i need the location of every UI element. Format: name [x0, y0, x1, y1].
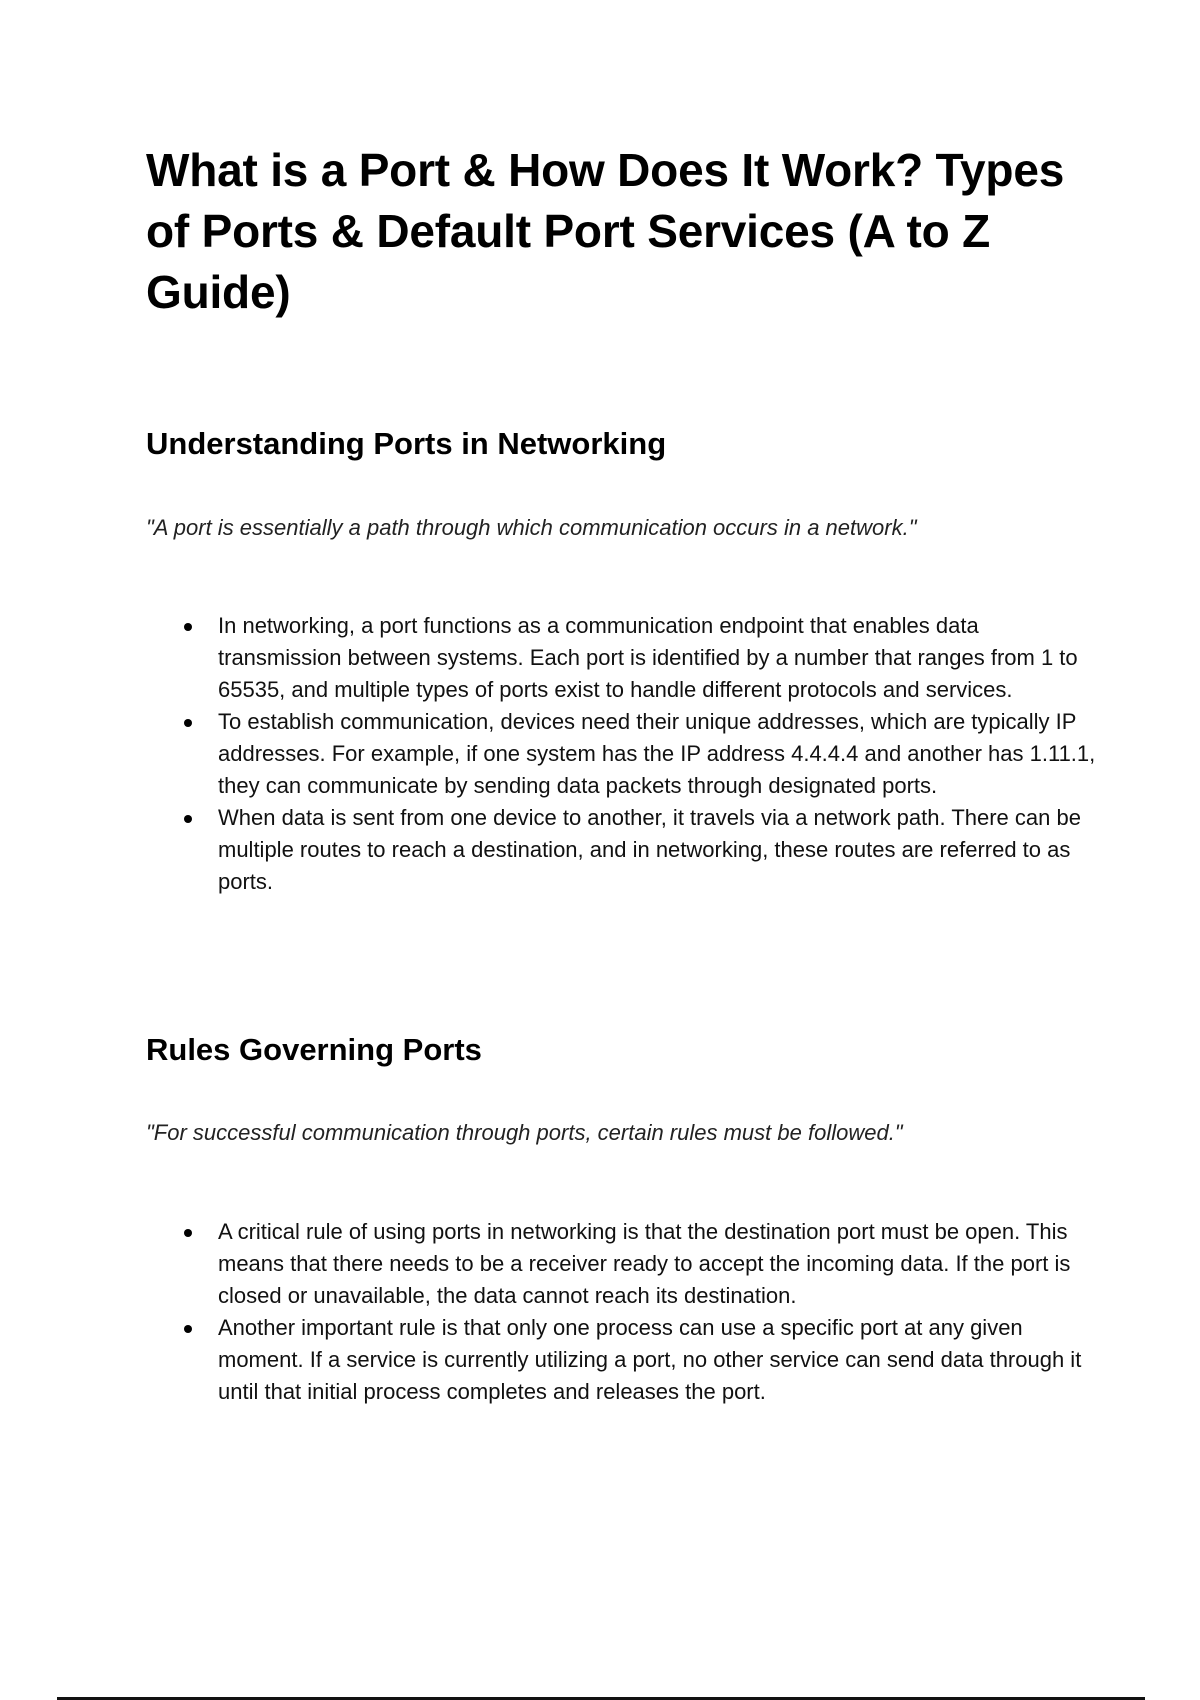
list-item [146, 706, 1096, 802]
bullet-list-understanding-ports [146, 610, 1096, 898]
list-item-text: To establish communication, devices need their unique addresses, which are typically IP addresses. For example, if one system has the IP address 4.4.4.4 and another has 1.11.1, they can communicate by sending data packets through designated ports. [218, 709, 1096, 798]
bullet-icon [184, 1325, 192, 1333]
list-item-text: A critical rule of using ports in networking is that the destination port must be open. This means that there needs to be a receiver ready to accept the incoming data. If the port is closed or unavailable, the data cannot reach its destination. [218, 1219, 1071, 1308]
section-heading-understanding-ports: Understanding Ports in Networking [146, 426, 667, 461]
list-item-text: Another important rule is that only one process can use a specific port at any given moment. If a service is currently utilizing a port, no other service can send data through it until that initial process completes and releases the port. [218, 1315, 1082, 1404]
list-item-text: When data is sent from one device to another, it travels via a network path. There can be multiple routes to reach a destination, and in networking, these routes are referred to as ports. [218, 805, 1081, 894]
document-title: What is a Port & How Does It Work? Types of Ports & Default Port Services (A to Z Guide) [146, 144, 1065, 318]
bullet-icon [184, 815, 192, 823]
bullet-icon [184, 623, 192, 631]
section-quote-understanding-ports: "A port is essentially a path through which communication occurs in a network." [146, 515, 917, 540]
section-quote-rules-governing-ports: "For successful communication through ports, certain rules must be followed." [146, 1120, 903, 1145]
bullet-icon [184, 719, 192, 727]
list-item [146, 610, 1096, 706]
list-item [146, 802, 1096, 898]
section-heading-rules-governing-ports: Rules Governing Ports [146, 1032, 482, 1067]
list-item-text: In networking, a port functions as a communication endpoint that enables data transmission between systems. Each port is identified by a number that ranges from 1 to 65535, and multiple types of ports exist to handle different protocols and services. [218, 613, 1078, 702]
bullet-icon [184, 1229, 192, 1237]
bullet-list-rules-governing-ports [146, 1216, 1096, 1408]
list-item [146, 1216, 1096, 1312]
list-item [146, 1312, 1096, 1408]
